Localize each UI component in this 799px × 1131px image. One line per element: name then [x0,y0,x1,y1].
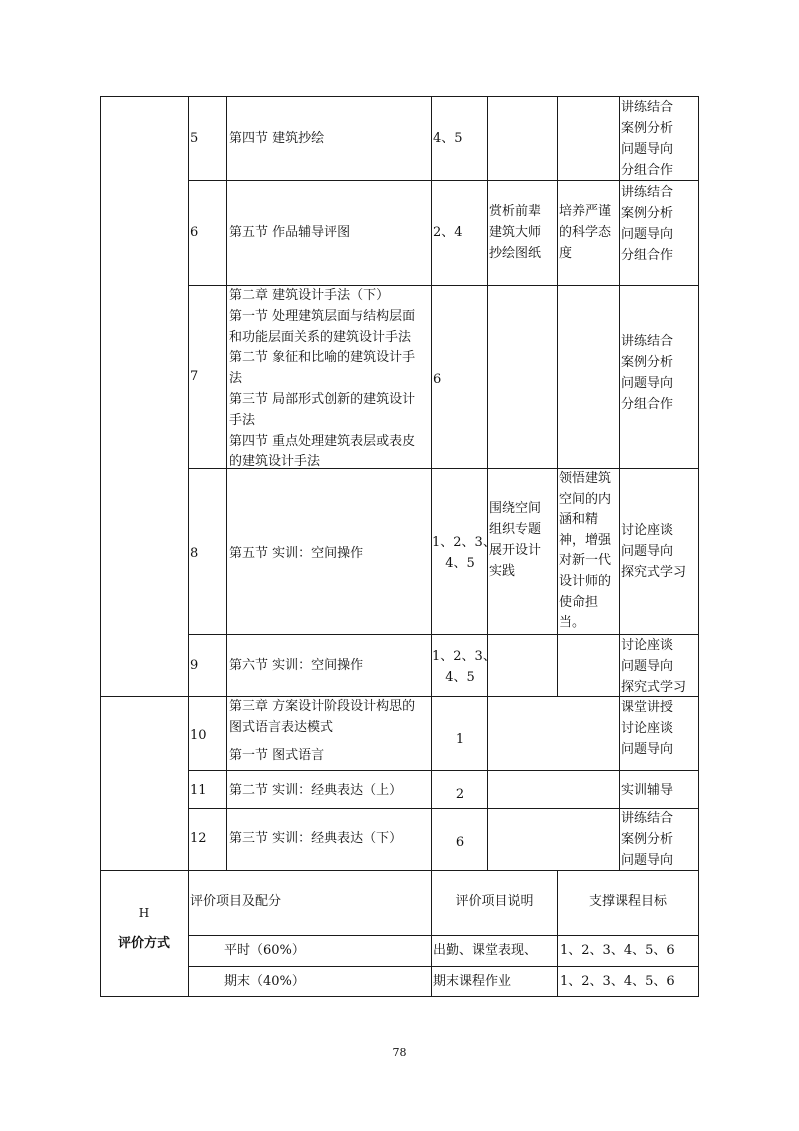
row-content: 第六节 实训：空间操作 [229,658,364,673]
row-number: 8 [190,546,199,561]
eval-header-item: 评价项目及配分 [190,894,282,909]
eval-header-desc: 评价项目说明 [455,894,534,909]
eval-desc: 出勤、课堂表现、 [433,943,538,958]
row-content: 第三章 方案设计阶段设计构思的 图式语言表达模式 第一节 图式语言 [229,699,416,763]
row-content: 第二节 实训：经典表达（上） [229,783,403,798]
row-number: 9 [190,658,199,673]
row-method: 课堂讲授 讨论座谈 问题导向 [621,700,674,757]
row-ideology: 领悟建筑 空间的内 涵和精 神，增强 对新一代 设计师的 使命担 当。 [559,471,612,631]
row-number: 11 [190,783,207,798]
row-target: 1、2、3、 4、5 [432,535,496,571]
row-number: 6 [190,225,199,240]
row-target: 2 [455,787,465,802]
row-number: 5 [190,131,199,146]
section-letter: H [138,906,150,920]
row-number: 7 [190,369,199,384]
row-ideology: 培养严谨 的科学态 度 [559,204,612,261]
page-number: 78 [392,1046,407,1059]
row-content: 第五节 作品辅导评图 [229,225,351,240]
row-method: 讨论座谈 问题导向 探究式学习 [621,523,687,580]
row-practice: 围绕空间 组织专题 展开设计 实践 [489,501,542,579]
section-label: 评价方式 [117,936,170,951]
row-method: 讲练结合 案例分析 问题导向 分组合作 [621,100,674,178]
eval-goal: 1、2、3、4、5、6 [560,974,675,989]
eval-goal: 1、2、3、4、5、6 [560,943,675,958]
row-target: 4、5 [433,131,463,146]
row-target: 6 [433,372,442,387]
row-target: 2、4 [433,225,463,240]
row-practice: 赏析前辈 建筑大师 抄绘图纸 [489,204,542,261]
row-method: 讲练结合 案例分析 问题导向 [621,811,674,868]
row-method: 实训辅导 [621,783,674,798]
row-content: 第三节 实训：经典表达（下） [229,831,403,846]
eval-item: 平时（60%） [224,943,305,958]
eval-item: 期末（40%） [224,974,305,989]
eval-header-goal: 支撑课程目标 [588,894,667,909]
row-content: 第二章 建筑设计手法（下） 第一节 处理建筑层面与结构层面 和功能层面关系的建筑设计手法 第二节 象征和比喻的建筑设计手 法 第三节 局部形式创新的建筑设计 手法 第四节 重点处理建筑表层或表皮 的建筑设计手法 [229,288,416,470]
row-method: 讲练结合 案例分析 问题导向 分组合作 [621,185,674,263]
row-content: 第四节 建筑抄绘 [229,131,325,146]
row-target: 6 [455,835,465,850]
row-target: 1 [455,732,465,747]
row-number: 10 [190,728,207,743]
row-method: 讨论座谈 问题导向 探究式学习 [621,638,687,695]
row-target: 1、2、3、 4、5 [432,649,496,685]
eval-desc: 期末课程作业 [433,974,512,989]
row-content: 第五节 实训：空间操作 [229,546,364,561]
row-method: 讲练结合 案例分析 问题导向 分组合作 [621,334,674,412]
row-number: 12 [190,831,207,846]
